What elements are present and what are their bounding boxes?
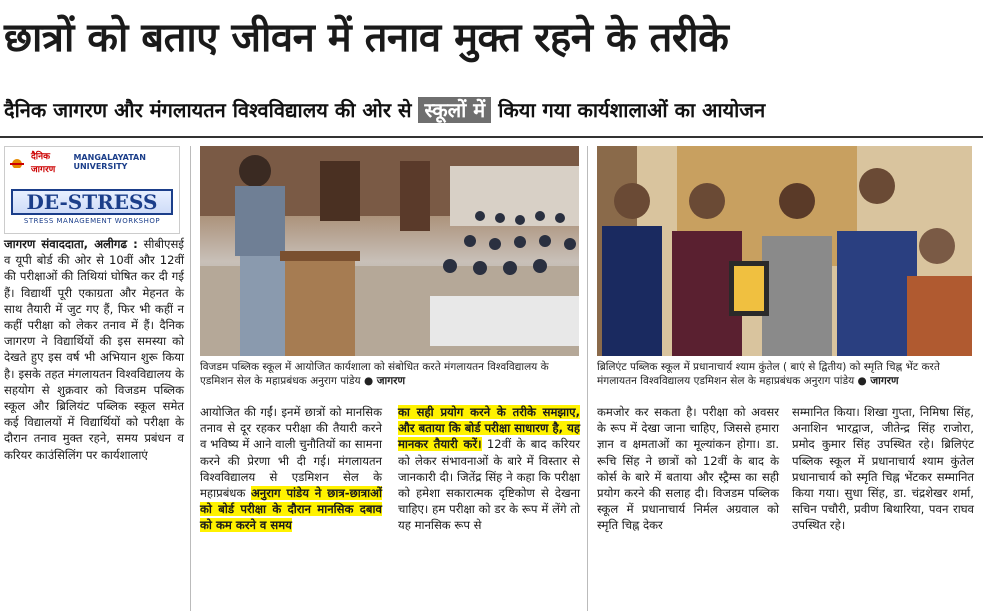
article-column-2: [200, 404, 382, 534]
logo-brand-university: MANGALAYATAN UNIVERSITY: [73, 153, 146, 171]
article-column-5: [792, 404, 974, 534]
photo2-caption: [597, 360, 975, 388]
article-column-3: [398, 404, 580, 534]
column-1-text: सीबीएसई व यूपी बोर्ड की ओर से 10वीं और 12वीं की परीक्षाओं की तिथियां घोषित कर दी गई हैं। विद्यार्थी पूरी एकाग्रता और मेहनत के साथ तैयारी में जुट गए हैं, फिर भी कहीं न कहीं परीक्षा को लेकर तनाव में हैं। दैनिक जागरण ने विद्यार्थियों की इस समस्या को देखते हुए इस वर्ष भी अभियान शुरू किया है। इसके तहत मंगलायतन विश्वविद्यालय के सहयोग से शुक्रवार को विजडम पब्लिक स्कूल और ब्रिलियंट पब्लिक स्कूल समेत कई विद्यालयों में विद्यार्थियों को परीक्षा के दौरान तनाव मुक्त रहने, समय प्रबंधन व करियर काउंसिलिंग पर कार्यशालाएं: [4, 237, 184, 462]
photo1-caption-source: ● जागरण: [363, 375, 406, 387]
subhead-boxed-text: स्कूलों में: [418, 97, 491, 123]
subhead-text-before: दैनिक जागरण और मंगलायतन विश्वविद्यालय की ओर से: [4, 98, 412, 122]
column-2-text: आयोजित की गईं। इनमें छात्रों को मानसिक तनाव से दूर रहकर परीक्षा की तैयारी करने व भविष्य में आने वाली चुनौतियों का सामना करने की प्रेरणा भी दी गई। मंगलायतन विश्वविद्यालय से एडमिशन सेल के महाप्रबंधक: [200, 405, 382, 501]
photo-brilliant-school-felicitation: [597, 146, 972, 356]
column-3-highlight: का सही प्रयोग करने के तरीके समझाए, और बताया कि बोर्ड परीक्षा साधारण है, यह मानकर तैयारी करें।: [398, 405, 580, 452]
column-divider: [587, 146, 588, 611]
headline: छात्रों को बताए जीवन में तनाव मुक्त रहने के तरीके: [4, 15, 729, 61]
photo1-caption: [200, 360, 580, 388]
column-divider: [190, 146, 191, 611]
subheadline: [4, 92, 979, 128]
logo-brands: [9, 151, 175, 173]
logo-title: DE-STRESS: [11, 189, 173, 215]
sun-icon: [9, 154, 25, 171]
destress-logo: [4, 146, 180, 234]
photo1-caption-text: विजडम पब्लिक स्कूल में आयोजित कार्यशाला को संबोधित करते मंगलायतन विश्वविद्यालय के एडमिशन सेल के महाप्रबंधक अनुराग पांडेय: [200, 361, 549, 387]
column-3-text: 12वीं के बाद करियर को लेकर संभावनाओं के बारे में विस्तार से जानकारी दी। जितेंद्र सिंह ने कहा कि परीक्षा को हमेशा सकारात्मक दृष्टिकोण से देखना चाहिए। हम परीक्षा को डर के रूप में लेंगे तो यह मानसिक रूप से: [398, 437, 580, 533]
photo2-caption-source: ● जागरण: [857, 375, 899, 387]
logo-tagline: STRESS MANAGEMENT WORKSHOP: [23, 217, 161, 225]
felicitation-scene-image: [597, 146, 972, 356]
column-2-highlight: अनुराग पांडेय ने छात्र-छात्राओं को बोर्ड परीक्षा के दौरान मानसिक दबाव को कम करने व समय: [200, 486, 382, 533]
article-column-4: [597, 404, 779, 534]
photo-wisdom-school-workshop: [200, 146, 579, 356]
column-5-text: सम्मानित किया। शिखा गुप्ता, निमिषा सिंह, अनाशिन भारद्वाज, जीतेन्द्र सिंह राजोरा, प्रमोद कुमार सिंह उपस्थित रहे। ब्रिलिएंट पब्लिक स्कूल में प्रधानाचार्य श्याम कुंतेल प्रधानाचार्य को स्मृति चिह्न भेंटकर सम्मानित किया गया। सुधा सिंह, डा. चंद्रशेखर शर्मा, सचिन पचौरी, प्रवीण बिथारिया, पवन राघव उपस्थित रहे।: [792, 405, 974, 533]
header-rule: [0, 136, 983, 138]
byline: जागरण संवाददाता, अलीगढ :: [4, 237, 138, 251]
subhead-text-after: किया गया कार्यशालाओं का आयोजन: [498, 98, 766, 122]
workshop-scene-image: [200, 146, 579, 356]
photo2-caption-text: ब्रिलिएंट पब्लिक स्कूल में प्रधानाचार्य श्याम कुंतेल ( बाएं से द्वितीय) को स्मृति चिह्न भेंट करते मंगलायतन विश्वविद्यालय एडमिशन सेल के महाप्रबंधक अनुराग पांडेय: [597, 361, 940, 387]
column-4-text: कमजोर कर सकता है। परीक्षा को अवसर के रूप में देखा जाना चाहिए, जिससे हमारा ज्ञान व क्षमताओं का मूल्यांकन होगा। डा. रूचि सिंह ने छात्रों को 12वीं के बाद के कोर्स के बारे में बताया और स्ट्रैम्स का सही प्रयोग करने की सलाह दी। विजडम पब्लिक स्कूल में प्रधानाचार्य निर्मल अग्रवाल को स्मृति चिह्न देकर: [597, 405, 779, 533]
logo-brand-jagran: दैनिक जागरण: [31, 152, 56, 175]
article-column-1: [4, 236, 184, 463]
